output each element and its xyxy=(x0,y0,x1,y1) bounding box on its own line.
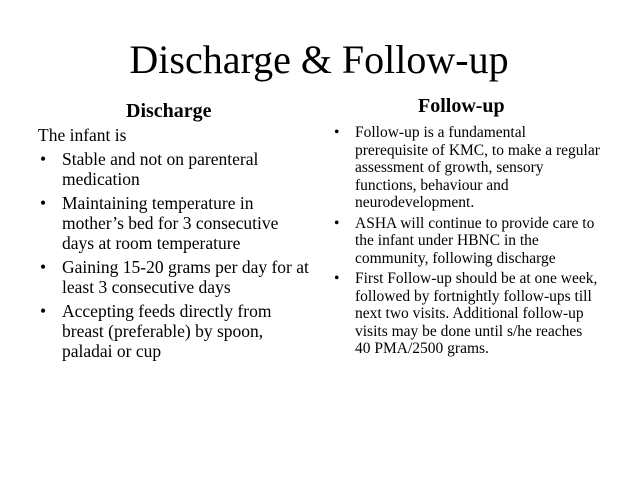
bullet-icon: • xyxy=(40,257,47,277)
discharge-list xyxy=(38,149,310,361)
discharge-item xyxy=(38,257,310,297)
followup-item xyxy=(330,124,600,212)
bullet-icon: • xyxy=(334,124,340,141)
followup-item xyxy=(330,215,600,268)
discharge-item-text: Accepting feeds directly from breast (preferable) by spoon, paladai or cup xyxy=(62,301,272,361)
bullet-icon: • xyxy=(334,214,340,232)
followup-item-text: First Follow-up should be at one week, followed by fortnightly follow-ups till next two visits. Additional follow-up visits may be done until s/he reaches 40 PMA/2500 grams. xyxy=(355,270,598,357)
followup-item-text: Follow-up is a fundamental prerequisite of KMC, to make a regular assessment of growth, sensory functions, behaviour and neurodevelopment. xyxy=(355,124,600,211)
discharge-item xyxy=(38,193,310,253)
followup-list xyxy=(330,124,600,358)
discharge-column xyxy=(38,125,310,365)
discharge-item-text: Maintaining temperature in mother’s bed for 3 consecutive days at room temperature xyxy=(62,193,279,253)
discharge-item-text: Gaining 15-20 grams per day for at least 3 consecutive days xyxy=(62,257,309,297)
discharge-heading: Discharge xyxy=(126,100,212,122)
followup-column xyxy=(330,124,600,361)
followup-heading: Follow-up xyxy=(418,95,505,117)
slide-title: Discharge & Follow-up xyxy=(129,37,509,82)
followup-item xyxy=(330,270,600,358)
discharge-item-text: Stable and not on parenteral medication xyxy=(62,149,259,189)
bullet-icon: • xyxy=(40,149,47,169)
followup-item-text: ASHA will continue to provide care to the infant under HBNC in the community, following discharge xyxy=(355,214,595,267)
discharge-item xyxy=(38,149,310,189)
discharge-intro: The infant is xyxy=(38,125,127,145)
discharge-item xyxy=(38,301,310,361)
bullet-icon: • xyxy=(40,301,47,321)
bullet-icon: • xyxy=(334,270,340,287)
bullet-icon: • xyxy=(40,193,47,213)
